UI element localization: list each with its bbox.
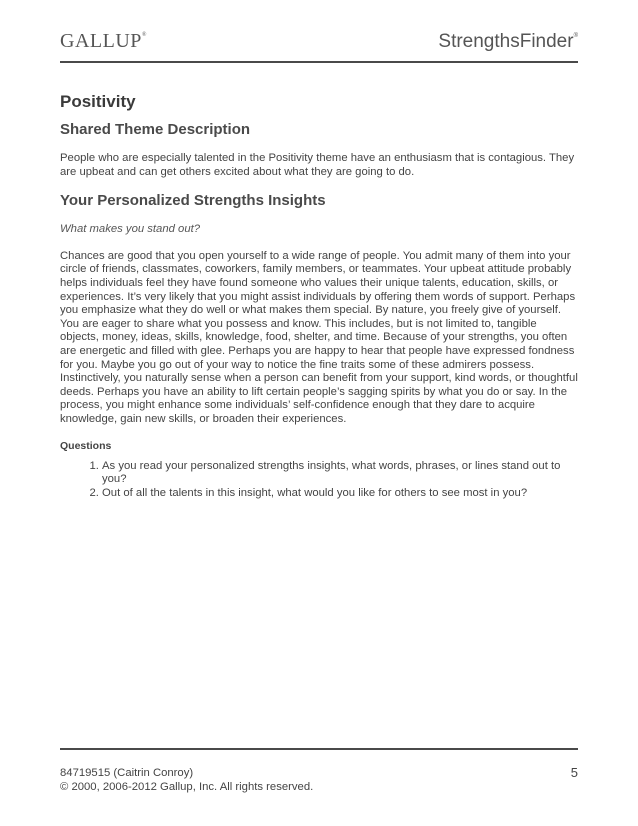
- insights-heading: Your Personalized Strengths Insights: [60, 192, 326, 210]
- theme-title: Positivity: [60, 92, 136, 111]
- page-header: [60, 28, 578, 62]
- page-number: 5: [570, 765, 578, 780]
- questions-heading: Questions: [60, 439, 112, 452]
- questions-list: [60, 460, 578, 501]
- gallup-logo: [60, 30, 147, 53]
- footer-report-id: 84719515 (Caitrin Conroy): [60, 767, 194, 779]
- shared-theme-description: People who are especially talented in the Positivity theme have an enthusiasm that is contagious. They are upbeat and can get others excited about what they are going to do.: [60, 152, 575, 178]
- product-registered-mark: ®: [573, 33, 578, 39]
- question-item: 1. As you read your personalized strengths insights, what words, phrases, or lines stand out to you?: [102, 460, 578, 487]
- product-name: [438, 31, 578, 53]
- shared-theme-heading: Shared Theme Description: [60, 121, 251, 138]
- question-item: 2. Out of all the talents in this insight, what would you like for others to see most in you?: [102, 487, 578, 501]
- header-divider: [60, 61, 578, 63]
- logo-registered-mark: ®: [141, 32, 147, 38]
- footer-divider: [60, 748, 578, 750]
- page-footer: [60, 766, 578, 794]
- insights-paragraph: Chances are good that you open yourself to a wide range of people. You admit many of them into your circle of friends, classmates, coworkers, family members, or teammates. Your upbeat attitude probably helps individuals feel they have found someone who values their unique talents, education, skills, or experiences. It’s very likely that you might assist individuals by offering them words of support. Perhaps you emphasize what they do well or what makes them special. By nature, you freely give of yourself. You are eager to share what you possess and know. This includes, but is not limited to, tangible objects, money, ideas, skills, knowledge, food, shelter, and time. Because of your strengths, you often are energetic and filled with glee. Perhaps you are happy to hear that people have expressed fondness for you. Maybe you go out of your way to notice the fine traits some of these admirers possess. Instinctively, you naturally sense when a person can benefit from your support, kind words, or thoughtful deeds. Perhaps you have an ability to lift certain people’s sagging spirits by what you do or say. In the process, you might enhance some individuals’ self-confidence enough that they dare to acquire knowledge, gain new skills, or broaden their experiences.: [60, 249, 578, 425]
- product-text: StrengthsFinder: [438, 31, 574, 52]
- main-content: [60, 92, 578, 500]
- insights-question: What makes you stand out?: [60, 223, 201, 236]
- footer-copyright: © 2000, 2006-2012 Gallup, Inc. All rights reserved.: [60, 781, 314, 793]
- logo-text: GALLUP: [60, 30, 142, 52]
